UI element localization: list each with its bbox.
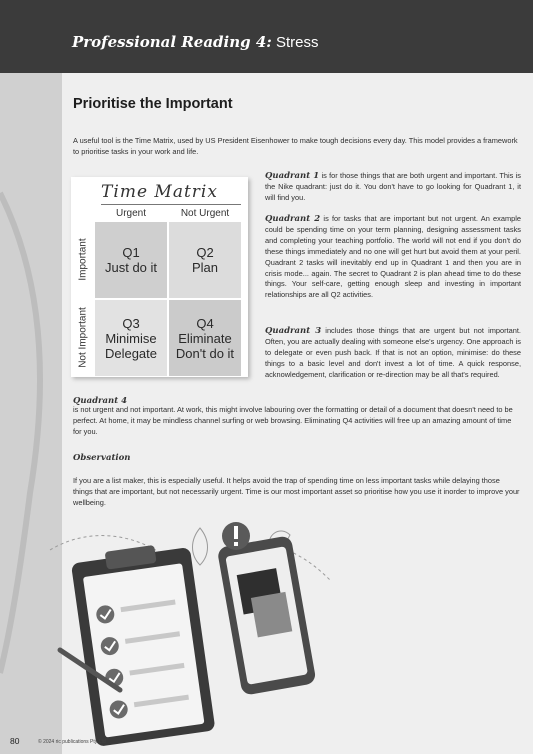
matrix-col-not-urgent: Not Urgent xyxy=(180,208,230,219)
quadrant2-text: is for tasks that are important but not urgent. An example could be spending time on your term planning, designing assessment tasks and completing your teaching portfolio. The world will not end if you don't do these things immediately and no one will get hurt but avoid them at your peril. Quadrant 2 tasks will inevitably end up in Quadrant 1 and then you are in crisis mode... again. The secret to Quadrant 2 is plan ahead time to do these things. Your self-care, getting enough sleep and investing in important relationships are all Q2 activities. xyxy=(265,214,521,300)
quadrant4-paragraph: is not urgent and not important. At work, this might involve labouring over the formatting or detail of a document that doesn't need to be perfect. At home, it may be mindless channel surfing or web browsing. Eliminating Q4 activities will free up an amazing amount of time for you. xyxy=(73,405,513,436)
section-heading: Prioritise the Important xyxy=(73,96,233,112)
header-title-plain: Stress xyxy=(276,34,319,51)
q4-action-2: Don't do it xyxy=(175,345,235,361)
matrix-row-important: Important xyxy=(77,238,89,281)
quadrant4-label: Quadrant 4 xyxy=(73,396,128,406)
quadrant1-text: is for those things that are both urgent and important. This is the Nike quadrant: just do it. You don't have to go looking for Quadrant 1, it will find you. xyxy=(265,171,521,202)
quadrant2-label: Quadrant 2 xyxy=(265,214,321,224)
matrix-title: Time Matrix xyxy=(101,182,218,202)
quadrant1-paragraph xyxy=(265,171,521,204)
observation-label: Observation xyxy=(73,453,131,463)
q3-name: Q3 xyxy=(122,315,140,331)
quadrant3-paragraph xyxy=(265,326,521,381)
q2-name: Q2 xyxy=(196,245,214,260)
checklist-phone-illustration xyxy=(40,520,340,754)
header-title-script: Professional Reading 4: xyxy=(72,33,272,51)
page-number: 80 xyxy=(10,736,20,746)
q3-action-1: Minimise xyxy=(105,330,157,346)
page-header xyxy=(0,0,533,73)
matrix-row-not-important: Not Important xyxy=(77,307,89,368)
matrix-cell-q1 xyxy=(95,222,167,298)
q4-name: Q4 xyxy=(196,315,214,331)
matrix-cell-q2 xyxy=(169,222,241,298)
q2-action: Plan xyxy=(191,260,219,275)
matrix-col-urgent: Urgent xyxy=(115,208,146,219)
intro-paragraph: A useful tool is the Time Matrix, used by US President Eisenhower to make tough decisions every day. This model provides a framework to prioritise tasks in your work and life. xyxy=(73,136,518,156)
header-title xyxy=(72,33,319,51)
quadrant1-label: Quadrant 1 xyxy=(265,171,320,181)
matrix-title-rule xyxy=(101,204,241,205)
quadrant3-text: includes those things that are urgent but not important. Often, you are actually dealing with someone else's urgency. One approach is to delegate or even push back. If that is not an option, minimise: do these things to a basic level and don't invest a lot of time. A quick response, acknowledgement, clarification or re-direction may be all that's required. xyxy=(265,326,521,379)
q4-action-1: Eliminate xyxy=(178,330,232,346)
q1-action: Just do it xyxy=(104,260,158,275)
time-matrix-figure xyxy=(71,177,248,377)
observation-paragraph: If you are a list maker, this is especially useful. It helps avoid the trap of spending time on less important tasks while delaying those things that are important, but not necessarily urgent. Time is our most important asset so prioritise how you use it inorder to improve your wellbeing. xyxy=(73,476,520,507)
matrix-cell-q4 xyxy=(169,300,241,376)
copyright-notice: © 2024 ric publications Pty Ltd xyxy=(38,739,106,745)
q1-name: Q1 xyxy=(122,245,140,260)
q3-action-2: Delegate xyxy=(104,345,158,361)
matrix-cell-q3 xyxy=(95,300,167,376)
quadrant2-paragraph xyxy=(265,214,521,301)
quadrant3-label: Quadrant 3 xyxy=(265,326,322,336)
